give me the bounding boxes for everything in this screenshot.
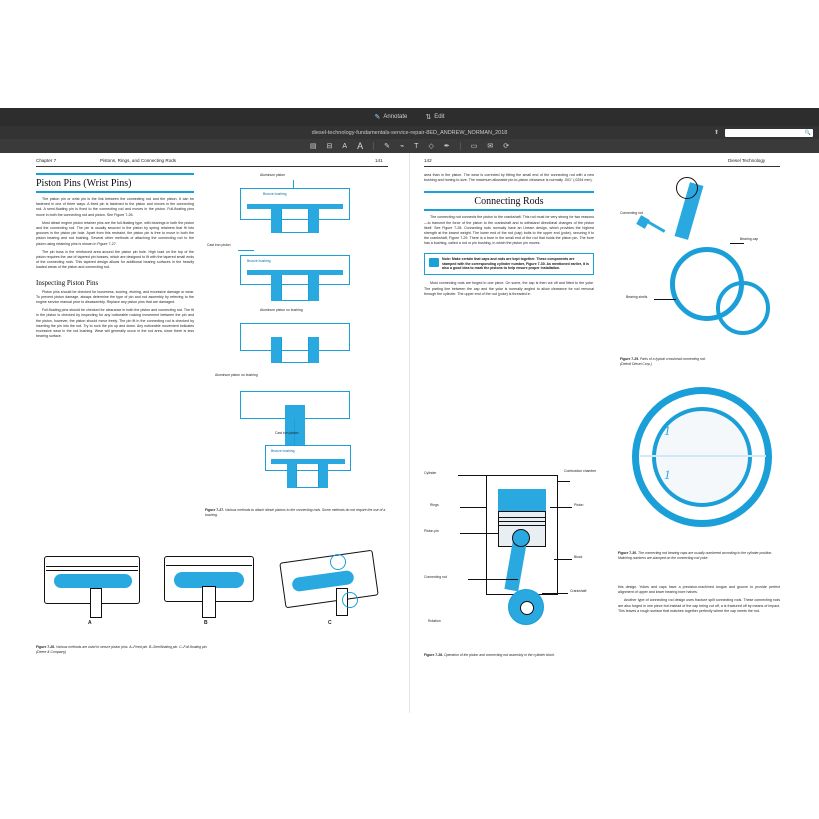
fig26-credit: (Deere & Company) xyxy=(36,649,67,654)
fig26-caption-text: Various methods are used to secure piston pins. A–Fixed pin. B–Semifloating pin. C–Full-floating pin. xyxy=(55,645,208,649)
viewer-toolbar xyxy=(0,108,819,126)
heading-rule-bottom xyxy=(36,191,194,193)
fig26-label-c: C xyxy=(328,620,332,626)
figure-7-27 xyxy=(205,173,390,503)
fig28-label-block: Block xyxy=(574,555,583,559)
fig28-label-combustion: Combustion chamber xyxy=(564,469,597,473)
conn-rods-rule-bottom xyxy=(424,209,594,211)
fig28-label-crankshaft: Crankshaft xyxy=(570,589,587,593)
text-size-large-icon[interactable]: A xyxy=(357,141,364,151)
fig28-label-piston-pin: Piston pin xyxy=(424,529,439,533)
figure-7-29-caption xyxy=(620,357,780,366)
viewer-titlebar xyxy=(0,126,819,139)
fig28-label-piston: Piston xyxy=(574,503,584,507)
fig27-callout-5: Aluminum piston no bushing xyxy=(215,373,258,377)
note-icon[interactable]: ▭ xyxy=(470,143,478,150)
figure-7-30-caption xyxy=(618,551,780,560)
right-body-4: this design. Yokes and caps have a precision-machined tongue and groove to provide perfect alignment of upper and lower bearing bore halves. xyxy=(618,585,780,595)
figure-7-28 xyxy=(424,463,614,648)
signature-icon[interactable]: ✒ xyxy=(443,143,450,150)
left-body-1: The piston pin or wrist pin is the link between the connecting rod and the piston. It can be fastened in one of three ways. A fixed pin is fastened to the piston and moves in the connecting rod. A semi-floating pin is fixed to the connecting rod and moves in the piston. Full-floating pins move in both the connecting rod and piston. See Figure 7-26. xyxy=(36,197,194,217)
left-column-1 xyxy=(36,173,194,339)
left-body-4: Piston pins should be checked for looseness, scoring, etching, and excessive damage or wear. To prevent piston damage, always determine the type of pin and rod assembly by referring to the engine service manual prior to disassembly. Replace any piston pins that are damaged. xyxy=(36,289,194,305)
fig27-caption-text: Various methods to attach diesel pistons to the connecting rods. Some methods do not require the use of a bushing. xyxy=(205,508,386,517)
fig29-label-bearing-shells: Bearing shells xyxy=(626,295,648,299)
heading-rule-top xyxy=(36,173,194,175)
figure-7-26 xyxy=(36,548,388,643)
figure-7-28-caption xyxy=(424,653,604,658)
left-body-2: Most diesel engine piston retainer pins are the full-floating type, with bearings in both the piston and the connecting rod. The pin is usually secured in the piston by spring retainers that fit into grooves in the piston pin hole. Apart from this restraint, the piston pin is free to move in both the piston bearing and rod bushing. Several other methods of attaching the connecting rod to the piston using retaining pins is shown in Figure 7-27. xyxy=(36,220,194,246)
fig27-callout-0: Aluminum piston xyxy=(260,173,286,177)
divider xyxy=(373,142,374,150)
fig26-caption-bold: Figure 7-26. xyxy=(36,645,56,649)
figure-7-26-caption xyxy=(36,645,388,654)
fig29-credit: (Detroit Diesel Corp.) xyxy=(620,361,652,366)
fig27-callout-3: Bronze bushing xyxy=(247,259,271,263)
fig29-caption-bold: Figure 7-29. xyxy=(620,357,640,361)
left-running-head-chapter: Chapter 7 xyxy=(36,158,57,163)
pdf-tool-strip xyxy=(0,139,819,154)
left-body-3: The pin boss is the reinforced area around the piston pin hole. High load on the top of the piston requires the use of tapered pin bosses, which are designed to fit with the tapered small ends of the connecting rods. This tapered design allows for additional bearing surfaces in the heavily loaded areas of the piston and connecting rod. xyxy=(36,249,194,270)
figure-7-29 xyxy=(620,173,780,353)
fig28-label-connecting-rod: Connecting rod xyxy=(424,575,447,579)
file-title: diesel-technology-fundamentals-service-repair-8ED_ANDREW_NORMAN_2018 xyxy=(311,129,508,136)
note-box xyxy=(424,253,594,276)
fig27-callout-4: Aluminum piston no bushing xyxy=(260,308,303,312)
sidebar-icon[interactable]: ▤ xyxy=(309,143,317,150)
text-size-icon[interactable]: A xyxy=(342,142,348,150)
fig30-stamp-1: 1 xyxy=(664,423,671,438)
sliders-icon: ⇅ xyxy=(425,114,432,121)
left-page-number: 141 xyxy=(375,158,383,163)
right-running-head-title: Diesel Technology xyxy=(728,158,766,163)
pdf-page-spread[interactable] xyxy=(0,153,819,713)
fig29-label-bearing-cap: Bearing cap xyxy=(740,237,759,241)
edit-label: Edit xyxy=(434,114,445,120)
fig27-callout-1: Bronze bushing xyxy=(263,192,287,196)
pen-icon[interactable]: ✎ xyxy=(384,143,390,150)
figure-7-27-caption xyxy=(205,508,390,517)
divider xyxy=(460,142,461,150)
fig28-label-cylinder: Cylinder xyxy=(424,471,437,475)
fig30-caption-text: The connecting rod bearing caps are usually numbered according to the cylinder position. Matching numbers are stamped on the connecting rod yoke. xyxy=(618,551,773,560)
stamp-icon[interactable]: ✉ xyxy=(487,143,494,150)
right-head-rule xyxy=(424,166,780,167)
search-input[interactable] xyxy=(725,129,813,137)
fig27-callout-6: Cast iron piston xyxy=(275,431,299,435)
left-head-rule xyxy=(36,166,388,167)
right-body-2: The connecting rod connects the piston to the crankshaft. This rod must be very strong for two reasons—to transmit the force of the piston to the crankshaft and to withstand directional changes of the piston itself. See Figure 7-28. Connecting rods normally have an I-beam design, which provides the highest strength at the lowest weight. The lower end of the rod (cap) bolts to the upper end (yoke), securing it to the crankshaft, Figure 7-29. There is a bore in the small end of the rod that holds the piston pin. The bore has a bushing, called a rod or pin bushing, in which the piston pin moves. xyxy=(424,215,594,246)
fig26-label-a: A xyxy=(88,620,92,626)
left-running-head-title: Pistons, Rings, and Connecting Rods xyxy=(100,158,177,163)
fig27-caption-bold: Figure 7-27. xyxy=(205,508,225,512)
highlighter-icon[interactable]: ⌁ xyxy=(399,143,405,150)
annotate-button[interactable] xyxy=(374,113,407,121)
fig28-label-rotation: Rotation xyxy=(428,619,441,623)
right-page-number: 142 xyxy=(424,158,432,163)
left-body-5: Full-floating pins should be checked for clearance in both the piston and connecting rod. The fit in the piston is checked by inspecting for any noticeable rocking movement between the pin and the piston, however, the piston should move freely. The pin fit in the connecting rod is checked by inserting the pin into the rod. Try to rock the pin up and down. Any noticeable movement indicates excessive wear in the rod bushing. Wear will generally occur in the rod area, since there is less bearing surface. xyxy=(36,308,194,339)
right-body-1: area than in the piston. The wear is corrected by fitting the small end of the connecting rod with a new bushing and honing to size. The maximum allowable pin-to-piston clearance is normally .001" (.0254 mm). xyxy=(424,173,594,183)
conn-rods-rule-top xyxy=(424,191,594,193)
page-gutter xyxy=(409,153,410,713)
right-column-2 xyxy=(618,585,780,614)
annotate-label: Annotate xyxy=(383,114,408,120)
fig29-label-connecting-rod: Connecting rod xyxy=(620,211,643,215)
note-icon xyxy=(429,258,439,267)
fig28-caption-bold: Figure 7-28. xyxy=(424,653,444,657)
fig28-label-rings: Rings xyxy=(430,503,439,507)
right-column-1 xyxy=(424,173,594,297)
inspecting-piston-pins-heading: Inspecting Piston Pins xyxy=(36,278,99,287)
text-tool-icon[interactable]: T xyxy=(414,142,419,150)
share-icon[interactable]: ⬆ xyxy=(713,130,719,136)
rotate-icon[interactable]: ⟳ xyxy=(503,143,510,150)
zoom-out-icon[interactable]: ⊟ xyxy=(326,143,333,150)
right-body-5: Another type of connecting rod design uses fracture split connecting rods. These connecting rods are also forged in one piece but instead of the cap being cut off, a is fractured off by means of impact. This leaves a rough surface that matches together perfectly where the cap meets the rod. xyxy=(618,598,780,613)
shapes-icon[interactable]: ◇ xyxy=(428,143,434,150)
connecting-rods-heading: Connecting Rods xyxy=(474,196,544,208)
fig27-callout-2: Cast iron piston xyxy=(207,243,231,247)
magnifier-icon: 🔍 xyxy=(804,129,811,136)
figure-7-30 xyxy=(618,381,780,551)
fig27-callout-7: Bronze bushing xyxy=(271,449,295,453)
fig29-caption-text: Parts of a typical crosshead connecting rod. xyxy=(639,357,706,361)
note-text: Note: Make certain that caps and rods are kept together. These components are stamped with the corresponding cylinder number, Figure 7-30. As mentioned earlier, it is also a good idea to mark the pistons to help ensure proper installation. xyxy=(442,256,589,271)
fig30-stamp-2: 1 xyxy=(664,467,671,482)
piston-pins-heading: Piston Pins (Wrist Pins) xyxy=(36,178,132,189)
fig30-caption-bold: Figure 7-30. xyxy=(618,551,638,555)
fig26-label-b: B xyxy=(204,620,208,626)
edit-button[interactable] xyxy=(425,113,444,121)
fig28-caption-text: Operation of the piston and connecting rod assembly in the cylinder block. xyxy=(443,653,555,657)
right-body-3: Most connecting rods are forged in one piece. On some, the cap is then cut off and fitted to the yoke. The parting line between the cap and the yoke is normally angled to allow clearance for rod removal through the cylinder. The upper end of the rod (yoke) is threaded in xyxy=(424,281,594,296)
pencil-icon: ✎ xyxy=(374,114,381,121)
pdf-viewer-chrome xyxy=(0,108,819,154)
